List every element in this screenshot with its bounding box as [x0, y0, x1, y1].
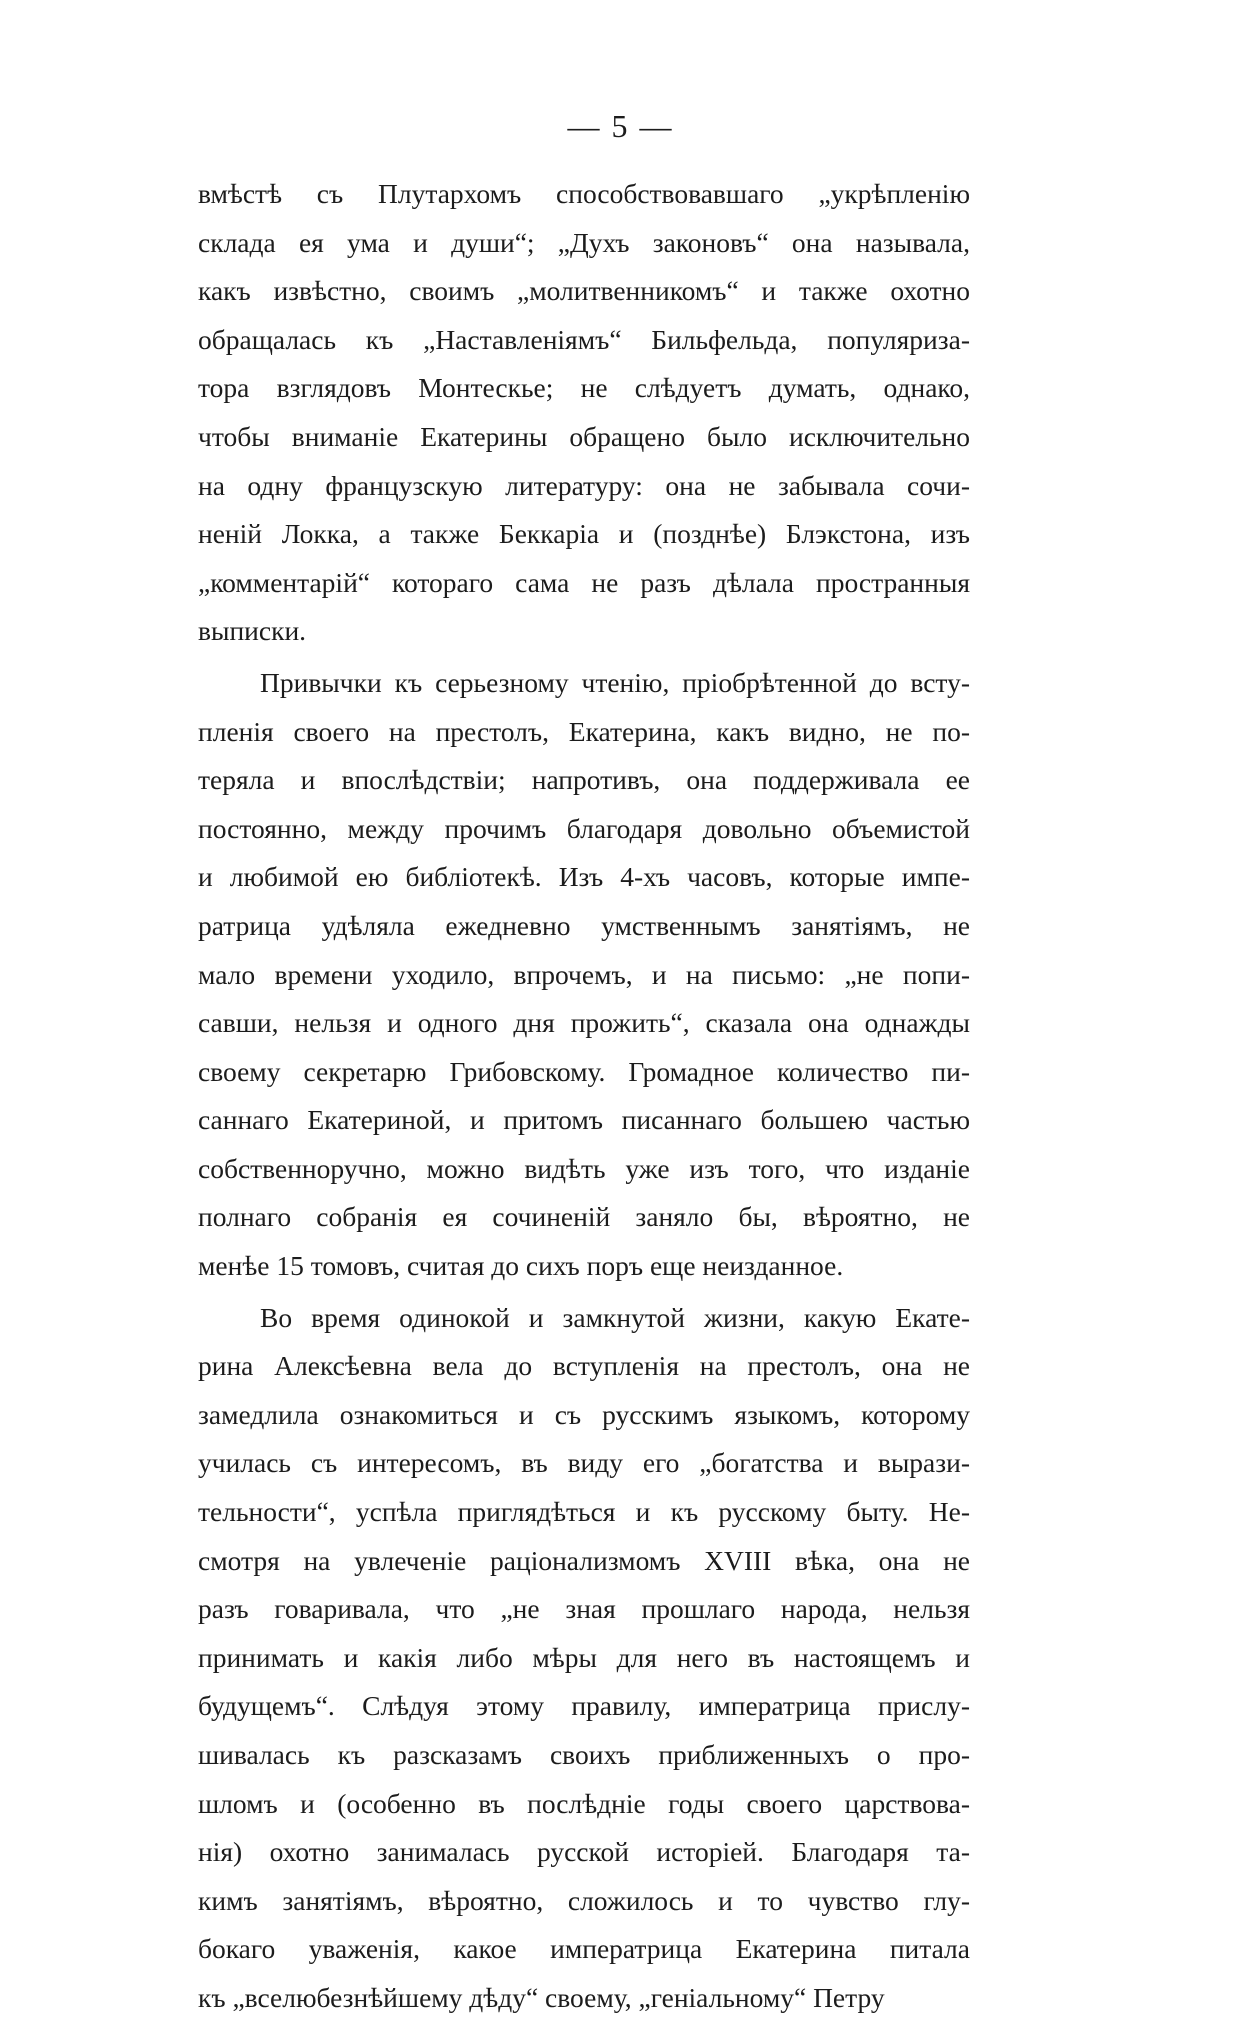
text-line: полнаго собранія ея сочиненій заняло бы, вѣроятно, не	[198, 1201, 970, 1233]
text-line: Во время одинокой и замкнутой жизни, какую Екате-	[260, 1301, 970, 1333]
text-line: вмѣстѣ съ Плутархомъ способствовавшаго „укрѣпленію	[198, 178, 970, 209]
text-line: обращалась къ „Наставленіямъ“ Бильфельда, популяриза-	[198, 323, 970, 355]
text-line: „комментарій“ котораго сама не разъ дѣлала пространныя	[198, 566, 970, 598]
text-line: разъ говаривала, что „не зная прошлаго народа, нельзя	[198, 1593, 970, 1625]
text-line: на одну французскую литературу: она не забывала сочи-	[198, 469, 970, 501]
text-line: чтобы вниманіе Екатерины обращено было исключительно	[198, 420, 970, 452]
text-line: Привычки къ серьезному чтенію, пріобрѣтенной до всту-	[260, 666, 970, 698]
text-line: своему секретарю Грибовскому. Громадное количество пи-	[198, 1055, 970, 1087]
text-line: будущемъ“. Слѣдуя этому правилу, императрица прислу-	[198, 1690, 970, 1722]
text-line: выписки.	[198, 615, 307, 647]
text-line: постоянно, между прочимъ благодаря довольно объемистой	[198, 812, 970, 844]
text-line: и любимой ею библіотекѣ. Изъ 4-хъ часовъ, которые импе-	[198, 861, 970, 893]
text-line: къ „вселюбезнѣйшему дѣду“ своему, „геніальному“ Петру	[198, 1981, 885, 2013]
text-line: склада ея ума и души“; „Духъ законовъ“ она называла,	[198, 226, 970, 258]
text-line: какъ извѣстно, своимъ „молитвенникомъ“ и также охотно	[198, 275, 970, 307]
paragraph	[198, 1294, 970, 2023]
page-number: — 5 —	[567, 108, 674, 144]
text-line: кимъ занятіямъ, вѣроятно, сложилось и то чувство глу-	[198, 1884, 970, 1916]
text-line: нія) охотно занималась русской исторіей. Благодаря та-	[198, 1836, 970, 1868]
text-line: тора взглядовъ Монтескье; не слѣдуетъ думать, однако,	[198, 372, 970, 404]
text-line: ратрица удѣляла ежедневно умственнымъ занятіямъ, не	[198, 909, 970, 941]
text-line: саннаго Екатериной, и притомъ писаннаго большею частью	[198, 1104, 970, 1136]
body-text	[198, 170, 970, 2023]
text-line: собственноручно, можно видѣть уже изъ того, что изданіе	[198, 1152, 970, 1184]
text-line: рина Алексѣевна вела до вступленія на престолъ, она не	[198, 1350, 970, 1382]
text-line: принимать и какія либо мѣры для него въ настоящемъ и	[198, 1641, 970, 1673]
text-line: училась съ интересомъ, въ виду его „богатства и вырази-	[198, 1447, 970, 1479]
text-line: смотря на увлеченіе раціонализмомъ XVIII вѣка, она не	[198, 1544, 970, 1576]
text-line: шломъ и (особенно въ послѣдніе годы своего царствова-	[198, 1787, 970, 1819]
text-line: бокаго уваженія, какое императрица Екатерина питала	[198, 1933, 970, 1965]
text-line: замедлила ознакомиться и съ русскимъ языкомъ, которому	[198, 1398, 970, 1430]
paragraph	[198, 170, 970, 656]
text-line: мало времени уходило, впрочемъ, и на письмо: „не попи-	[198, 958, 970, 990]
text-line: теряла и впослѣдствіи; напротивъ, она поддерживала ее	[198, 764, 970, 796]
text-line: неній Локка, а также Беккаріа и (позднѣе) Блэкстона, изъ	[198, 518, 970, 550]
text-line: тельности“, успѣла приглядѣться и къ русскому быту. Не-	[198, 1496, 970, 1528]
text-line: савши, нельзя и одного дня прожить“, сказала она однажды	[198, 1007, 970, 1039]
paragraph	[198, 659, 970, 1291]
text-line: шивалась къ разсказамъ своихъ приближенныхъ о про-	[198, 1739, 970, 1770]
text-line: пленія своего на престолъ, Екатерина, какъ видно, не по-	[198, 715, 970, 747]
text-line: менѣе 15 томовъ, считая до сихъ поръ еще неизданное.	[198, 1250, 844, 1282]
